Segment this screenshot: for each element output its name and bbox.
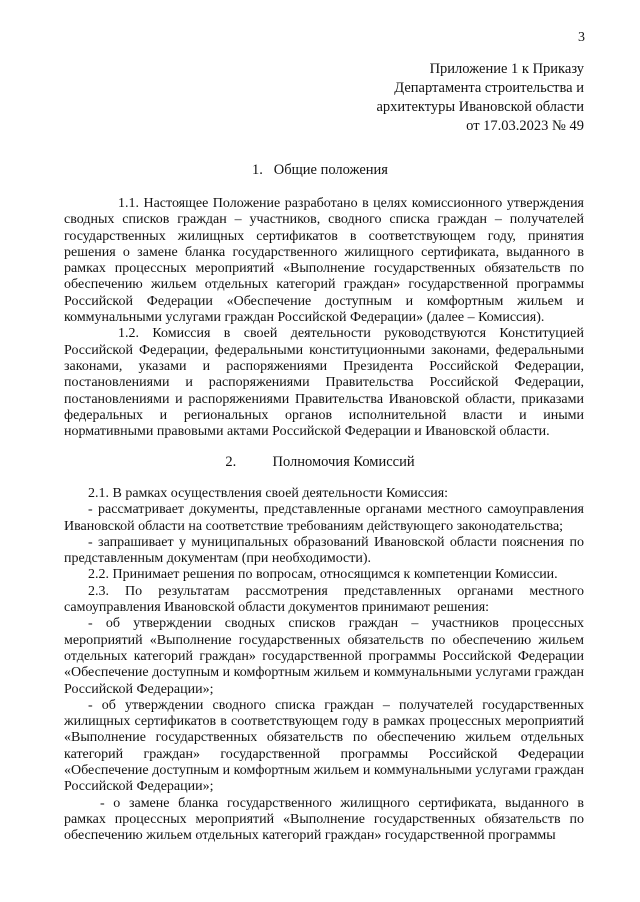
appendix-line: Приложение 1 к Приказу [429,61,584,77]
paragraph-2-3: 2.3. По результатам рассмотрения представленных органами местного самоуправления Ивановской области документов принимают решения: [64,583,584,616]
list-item-review-documents: - рассматривает документы, представленные органами местного самоуправления Ивановской области на соответствие требованиям действующего законодательства; [64,502,584,534]
section-1-body [64,196,584,440]
appendix-line: Департамента строительства и [394,80,584,96]
appendix-header [324,60,584,136]
list-item-request-explanations: - запрашивает у муниципальных образований Ивановской области пояснения по представленным документам (при необходимости). [64,534,584,567]
list-item-approve-recipients: - об утверждении сводного списка граждан – получателей государственных жилищных сертификатов в соответствующем году в рамках процессных мероприятий «Выполнение государственных обязательств по обеспечению жильем отдельных категорий граждан» государственной программы Российской Федерации «Обеспечение доступным и комфортным жильем и коммунальными услугами граждан Российской Федерации»; [64,697,584,795]
section-2-body [64,486,584,845]
paragraph-2-2: 2.2. Принимает решения по вопросам, относящимся к компетенции Комиссии. [88,567,558,583]
section-2-title: 2. Полномочия Комиссий [225,454,415,470]
list-item-replace-certificate: - о замене бланка государственного жилищного сертификата, выданного в рамках процессных мероприятий «Выполнение государственных обязательств по обеспечению жильем отдельных категорий граждан» государственной программы [64,795,584,844]
paragraph-1-2: 1.2. Комиссия в своей деятельности руководствуются Конституцией Российской Федерации, федеральными конституционными законами, федеральными законами, указами и распоряжениями Президента Российской Федерации, постановлениями и распоряжениями Правительства Российской Федерации, постановлениями и распоряжениями Правительства Ивановской области, приказами федеральных и региональных органов исполнительной власти и иными нормативными правовыми актами Российской Федерации и Ивановской области. [64,326,584,440]
appendix-line: архитектуры Ивановской области [376,99,584,115]
page-number: 3 [578,30,585,45]
list-item-approve-participants: - об утверждении сводных списков граждан – участников процессных мероприятий «Выполнение государственных обязательств по обеспечению жильем отдельных категорий граждан» государственной программы Российской Федерации «Обеспечение доступным и комфортным жильем и коммунальными услугами граждан Российской Федерации»; [64,616,584,697]
section-1-title: 1. Общие положения [252,162,388,178]
paragraph-2-1: 2.1. В рамках осуществления своей деятельности Комиссия: [88,486,449,501]
appendix-line: от 17.03.2023 № 49 [466,118,584,134]
paragraph-1-1: 1.1. Настоящее Положение разработано в целях комиссионного утверждения сводных списков граждан – участников, сводного списка граждан – получателей государственных жилищных сертификатов в соответствующем году, принятия решения о замене бланка государственного жилищного сертификата, выданного в рамках процессных мероприятий «Выполнение государственных обязательств по обеспечению жильем отдельных категорий граждан» государственной программы Российской Федерации «Обеспечение доступным и комфортным жильем и коммунальными услугами граждан Российской Федерации» (далее – Комиссия). [64,196,584,326]
